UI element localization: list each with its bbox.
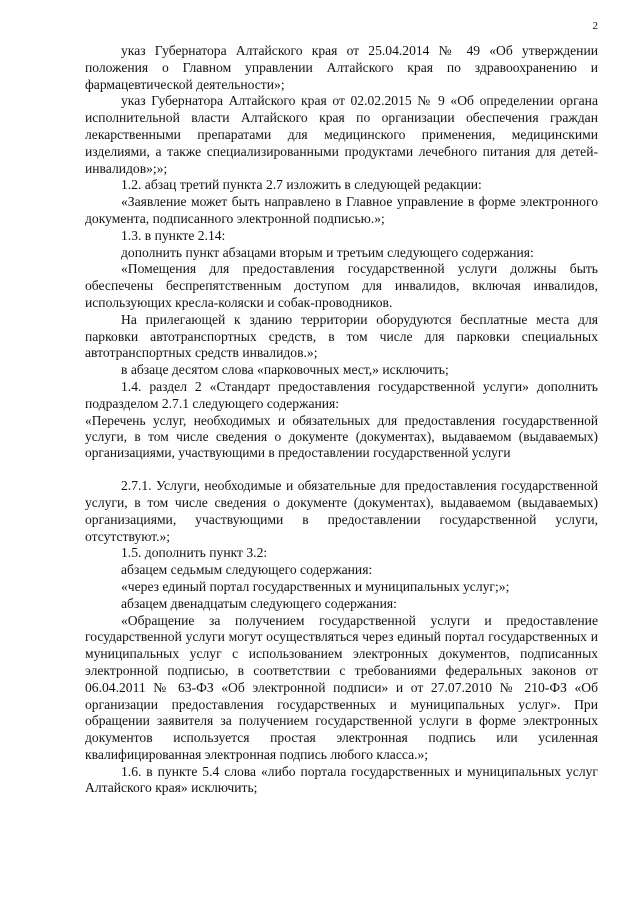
paragraph-1-3: 1.3. в пункте 2.14:: [121, 227, 226, 243]
document-body: [85, 43, 598, 797]
paragraph-seventh: абзацем седьмым следующего содержания:: [121, 562, 373, 578]
paragraph-electronic-appeal: «Обращение за получением государственной услуги и предоставление государственной услуги могут осуществляться через единый портал государственных и муниципальных услуг с использованием электронных документов, подписанных электронной подписью, в соответствии с требованиями федеральных законов от 06.04.2011 № 63-ФЗ «Об электронной подписи» и от 27.07.2010 № 210-ФЗ «Об организации предоставления государственных и муниципальных услуг». При обращении заявителя за получением государственной услуги в форме электронных документов используется простая электронная подпись или усиленная квалифицированная электронная подпись любого класса.»;: [85, 612, 598, 762]
paragraph-2-7-1: 2.7.1. Услуги, необходимые и обязательные для предоставления государственной услуги, в том числе сведения о документе (документах), выдаваемом (выдаваемых) организациями, участвующими в предоставлении государственной услуги, отсутствуют.»;: [85, 478, 598, 544]
paragraph-1-2: 1.2. абзац третий пункта 2.7 изложить в следующей редакции:: [121, 177, 482, 193]
paragraph-tenth: в абзаце десятом слова «парковочных мест,» исключить;: [121, 362, 449, 378]
paragraph-1-3-add: дополнить пункт абзацами вторым и третьим следующего содержания:: [121, 244, 534, 260]
subsection-heading: «Перечень услуг, необходимых и обязательных для предоставления государственной услуги, в том числе сведения о документе (документах), выдаваемом (выдаваемых) организациями, участвующими в предоставлении государственной услуги: [85, 412, 598, 460]
paragraph-portal: «через единый портал государственных и муниципальных услуг;»;: [121, 578, 510, 594]
page-number: 2: [592, 20, 598, 32]
paragraph-1-6: 1.6. в пункте 5.4 слова «либо портала государственных и муниципальных услуг Алтайского края» исключить;: [85, 763, 598, 796]
paragraph-twelfth: абзацем двенадцатым следующего содержания:: [121, 595, 397, 611]
paragraph-1-4: 1.4. раздел 2 «Стандарт предоставления государственной услуги» дополнить подразделом 2.7.1 следующего содержания:: [85, 378, 598, 411]
paragraph-1-5: 1.5. дополнить пункт 3.2:: [121, 545, 268, 561]
paragraph-1-2-text: «Заявление может быть направлено в Главное управление в форме электронного документа, подписанного электронной подписью.»;: [85, 194, 598, 226]
paragraph-parking: На прилегающей к зданию территории оборудуются бесплатные места для парковки автотранспортных средств, в том числе для парковки специальных автотранспортных средств инвалидов.»;: [85, 311, 598, 361]
paragraph-premises: «Помещения для предоставления государственной услуги должны быть обеспечены беспрепятственным доступом для инвалидов, включая инвалидов, использующих кресла-коляски и собак-проводников.: [85, 261, 598, 310]
paragraph-decree-2014: указ Губернатора Алтайского края от 25.04.2014 № 49 «Об утверждении положения о Главном управлении Алтайского края по здравоохранению и фармацевтической деятельности»;: [85, 43, 598, 92]
spacer: [85, 461, 598, 478]
paragraph-decree-2015: указ Губернатора Алтайского края от 02.02.2015 № 9 «Об определении органа исполнительной власти Алтайского края по организации обеспечения граждан лекарственными препаратами для медицинского применения, медицинскими изделиями, а также специализированными продуктами лечебного питания для детей-инвалидов»;»;: [85, 93, 598, 176]
